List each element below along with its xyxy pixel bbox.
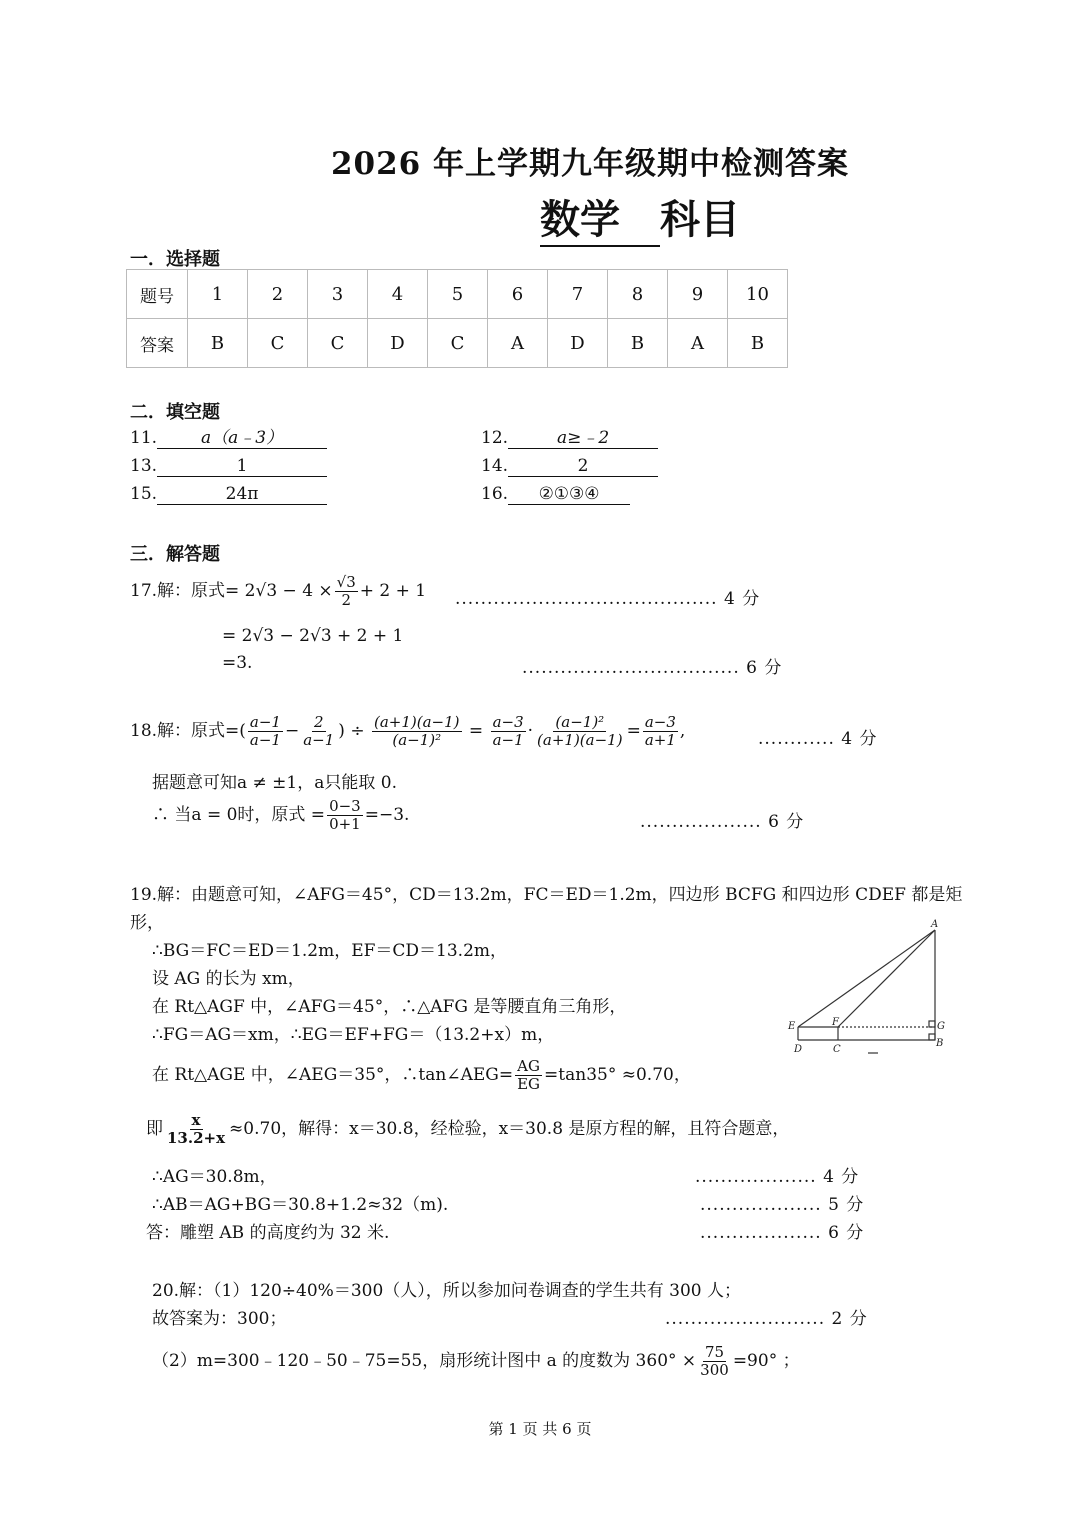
label-C: C [833, 1044, 841, 1055]
q19-line-10: 答：雕塑 AB 的高度约为 32 米. [146, 1223, 390, 1243]
q17-score-1: ......................................... 4 分 [455, 589, 761, 609]
label-B: B [936, 1038, 944, 1049]
q19-text: 即 [146, 1119, 163, 1139]
q18-score-1: ............ 4 分 [758, 729, 878, 749]
q18-fraction [372, 714, 462, 749]
table-cell: D [548, 319, 608, 368]
subject-name: 数学 [540, 188, 660, 247]
q17-line-2: = 2√3 − 2√3 + 2 + 1 [222, 626, 404, 646]
fraction-numerator: 75 [704, 1343, 725, 1361]
q18-text: =−3. [364, 805, 410, 825]
fraction-denominator: a−1 [249, 731, 281, 749]
q18-fraction [301, 714, 336, 749]
section-fill-heading: 二．填空题 [130, 402, 220, 423]
q20-text: =90° ； [732, 1351, 800, 1371]
label-A: A [931, 919, 939, 930]
choice-answer-table [126, 269, 788, 368]
section-solve-heading: 三．解答题 [130, 544, 220, 565]
table-cell: D [368, 319, 428, 368]
fraction-numerator: AG [517, 1057, 540, 1075]
table-cell: 5 [428, 270, 488, 319]
subject-title [540, 188, 740, 247]
fraction-denominator: a+1 [644, 731, 676, 749]
q19-line-6 [152, 1058, 691, 1093]
fill-num: 12. [481, 428, 509, 448]
q18-fraction [491, 714, 526, 749]
q19-text: =tan35° ≈0.70， [544, 1065, 691, 1085]
table-cell: 6 [488, 270, 548, 319]
q19-line-1b: 形， [130, 913, 164, 933]
table-cell: B [728, 319, 788, 368]
fraction-numerator: (a+1)(a−1) [373, 713, 460, 731]
score: 4 分 [723, 589, 761, 609]
table-cell: B [188, 319, 248, 368]
q19-text: ≈0.70，解得：x＝30.8，经检验，x＝30.8 是原方程的解，且符合题意， [229, 1119, 790, 1139]
q18-line-3 [152, 798, 409, 833]
fill-num: 11. [130, 428, 158, 448]
table-cell: A [488, 319, 548, 368]
q19-fraction [165, 1112, 227, 1147]
label-E: E [788, 1021, 796, 1032]
table-cell: 7 [548, 270, 608, 319]
page-title: 2026 年上学期九年级期中检测答案 [330, 146, 850, 182]
fraction-denominator: 13.2+x [167, 1129, 226, 1147]
q19-score-1: ................... 4 分 [695, 1167, 860, 1187]
q17-line-3: =3. [222, 653, 253, 673]
q19-line-9: ∴AB＝AG+BG＝30.8+1.2≈32（m). [152, 1195, 449, 1215]
table-cell: 9 [668, 270, 728, 319]
q19-line-7 [146, 1112, 789, 1147]
fill-item-14 [481, 456, 658, 477]
fill-num: 14. [481, 456, 509, 476]
page-footer: 第 1 页 共 6 页 [488, 1420, 592, 1438]
q18-line-2: 据题意可知a ≠ ±1，a只能取 0. [152, 773, 398, 793]
table-cell: 10 [728, 270, 788, 319]
fill-answer: ②①③④ [508, 486, 630, 505]
q20-text: （2）m=300﹣120﹣50﹣75=55，扇形统计图中 a 的度数为 360° × [152, 1351, 697, 1371]
score: 5 分 [828, 1195, 865, 1215]
fraction-denominator: (a−1)² [392, 731, 442, 749]
q17-text: + 2 + 1 [359, 581, 427, 601]
score: 4 分 [841, 729, 878, 749]
q17-fraction [335, 574, 358, 609]
fill-answer: a≥﹣2 [508, 430, 658, 449]
table-cell: C [248, 319, 308, 368]
q19-fraction [515, 1058, 542, 1093]
q19-score-2: ................... 5 分 [700, 1195, 865, 1215]
q20-line-1: 20.解：（1）120÷40%＝300（人），所以参加问卷调查的学生共有 300 人； [152, 1281, 742, 1301]
table-cell: 题号 [127, 270, 188, 319]
fraction-numerator: x [191, 1111, 201, 1129]
q19-line-1: 19.解：由题意可知，∠AFG＝45°，CD＝13.2m，FC＝ED＝1.2m，四边形 BCFG 和四边形 CDEF 都是矩 [130, 885, 963, 905]
q19-geometry-figure [780, 915, 955, 1065]
fill-item-11 [130, 428, 327, 449]
fraction-denominator: 0+1 [329, 815, 361, 833]
fraction-numerator: a−3 [492, 713, 524, 731]
q20-fraction [698, 1344, 731, 1379]
q19-score-3: ................... 6 分 [700, 1223, 865, 1243]
q18-text: ∴ 当a = 0时，原式 = [152, 805, 326, 825]
fill-answer: 2 [508, 458, 658, 477]
fill-num: 16. [481, 484, 509, 504]
score: 6 分 [768, 812, 805, 832]
q18-text: 18.解：原式= [130, 721, 240, 741]
table-cell: A [668, 319, 728, 368]
table-cell: 3 [308, 270, 368, 319]
fraction-numerator: √3 [336, 573, 356, 591]
q17-score-2: .................................. 6 分 [522, 658, 783, 678]
table-cell: 4 [368, 270, 428, 319]
q19-text: 在 Rt△AGE 中，∠AEG＝35°，∴tan∠AEG= [152, 1065, 514, 1085]
q19-line-4: 在 Rt△AGF 中，∠AFG＝45°，∴△AFG 是等腰直角三角形， [152, 997, 627, 1017]
fraction-numerator: (a−1)² [555, 713, 605, 731]
q18-fraction [327, 798, 363, 833]
fill-answer: 24π [157, 486, 327, 505]
fraction-denominator: a−1 [303, 731, 335, 749]
q20-line-3 [152, 1344, 800, 1379]
q18-fraction [643, 714, 678, 749]
subject-suffix: 科目 [660, 196, 740, 243]
fill-answer: a（a﹣3） [157, 430, 327, 449]
q19-line-2: ∴BG＝FC＝ED＝1.2m，EF＝CD＝13.2m， [152, 941, 508, 961]
fraction-numerator: 2 [313, 713, 324, 731]
fraction-denominator: 300 [700, 1361, 729, 1379]
score: 6 分 [828, 1223, 865, 1243]
table-cell: C [308, 319, 368, 368]
label-G: G [937, 1021, 945, 1032]
fill-item-13 [130, 456, 327, 477]
table-cell: B [608, 319, 668, 368]
q19-line-3: 设 AG 的长为 xm， [152, 969, 305, 989]
line-FA [838, 930, 935, 1027]
table-row [127, 270, 788, 319]
table-cell: 2 [248, 270, 308, 319]
table-cell: 答案 [127, 319, 188, 368]
right-angle-mark [929, 1021, 935, 1027]
fill-num: 15. [130, 484, 158, 504]
q19-line-5: ∴FG＝AG＝xm，∴EG＝EF+FG＝（13.2+x）m， [152, 1025, 555, 1045]
fill-num: 13. [130, 456, 158, 476]
fill-item-16 [481, 484, 630, 505]
q18-fraction [535, 714, 625, 749]
fraction-numerator: a−1 [249, 713, 281, 731]
table-row [127, 319, 788, 368]
table-cell: C [428, 319, 488, 368]
label-F: F [832, 1017, 839, 1028]
q18-score-2: ................... 6 分 [640, 812, 805, 832]
q20-score-1: ......................... 2 分 [665, 1309, 868, 1329]
fraction-numerator: a−3 [644, 713, 676, 731]
score: 6 分 [746, 658, 783, 678]
fill-item-12 [481, 428, 658, 449]
table-cell: 1 [188, 270, 248, 319]
q17-text: 17.解：原式= 2√3 − 4 × [130, 581, 333, 601]
fraction-denominator: a−1 [492, 731, 524, 749]
q17-line-1 [130, 574, 426, 609]
line-EA [798, 930, 935, 1027]
q20-line-2: 故答案为：300； [152, 1309, 287, 1329]
right-angle-mark [929, 1034, 935, 1040]
fraction-denominator: 2 [341, 591, 351, 609]
fraction-denominator: (a+1)(a−1) [537, 731, 623, 749]
q18-fraction [248, 714, 283, 749]
table-cell: 8 [608, 270, 668, 319]
q19-line-8: ∴AG＝30.8m， [152, 1167, 277, 1187]
fill-item-15 [130, 484, 327, 505]
score: 2 分 [831, 1309, 868, 1329]
label-D: D [794, 1044, 803, 1055]
fraction-numerator: 0−3 [329, 797, 361, 815]
fill-answer: 1 [157, 458, 327, 477]
q18-line-1: 18.解：原式=( $\frac{a-1}{a-1}$ − $\frac{2}{a-1}$ ) ÷ $\frac{(a+1)(a-1)}{\text{(a−1)²}}$ = $\frac{a-3}{a-1}$ · $\frac{\text{(a−1)²}}{(a+1)(a-1)}$ = $\frac{a-3}{a+1}$ , [130, 713, 686, 749]
fraction-denominator: EG [517, 1075, 541, 1093]
score: 4 分 [823, 1167, 860, 1187]
section-choice-heading: 一．选择题 [130, 249, 220, 270]
